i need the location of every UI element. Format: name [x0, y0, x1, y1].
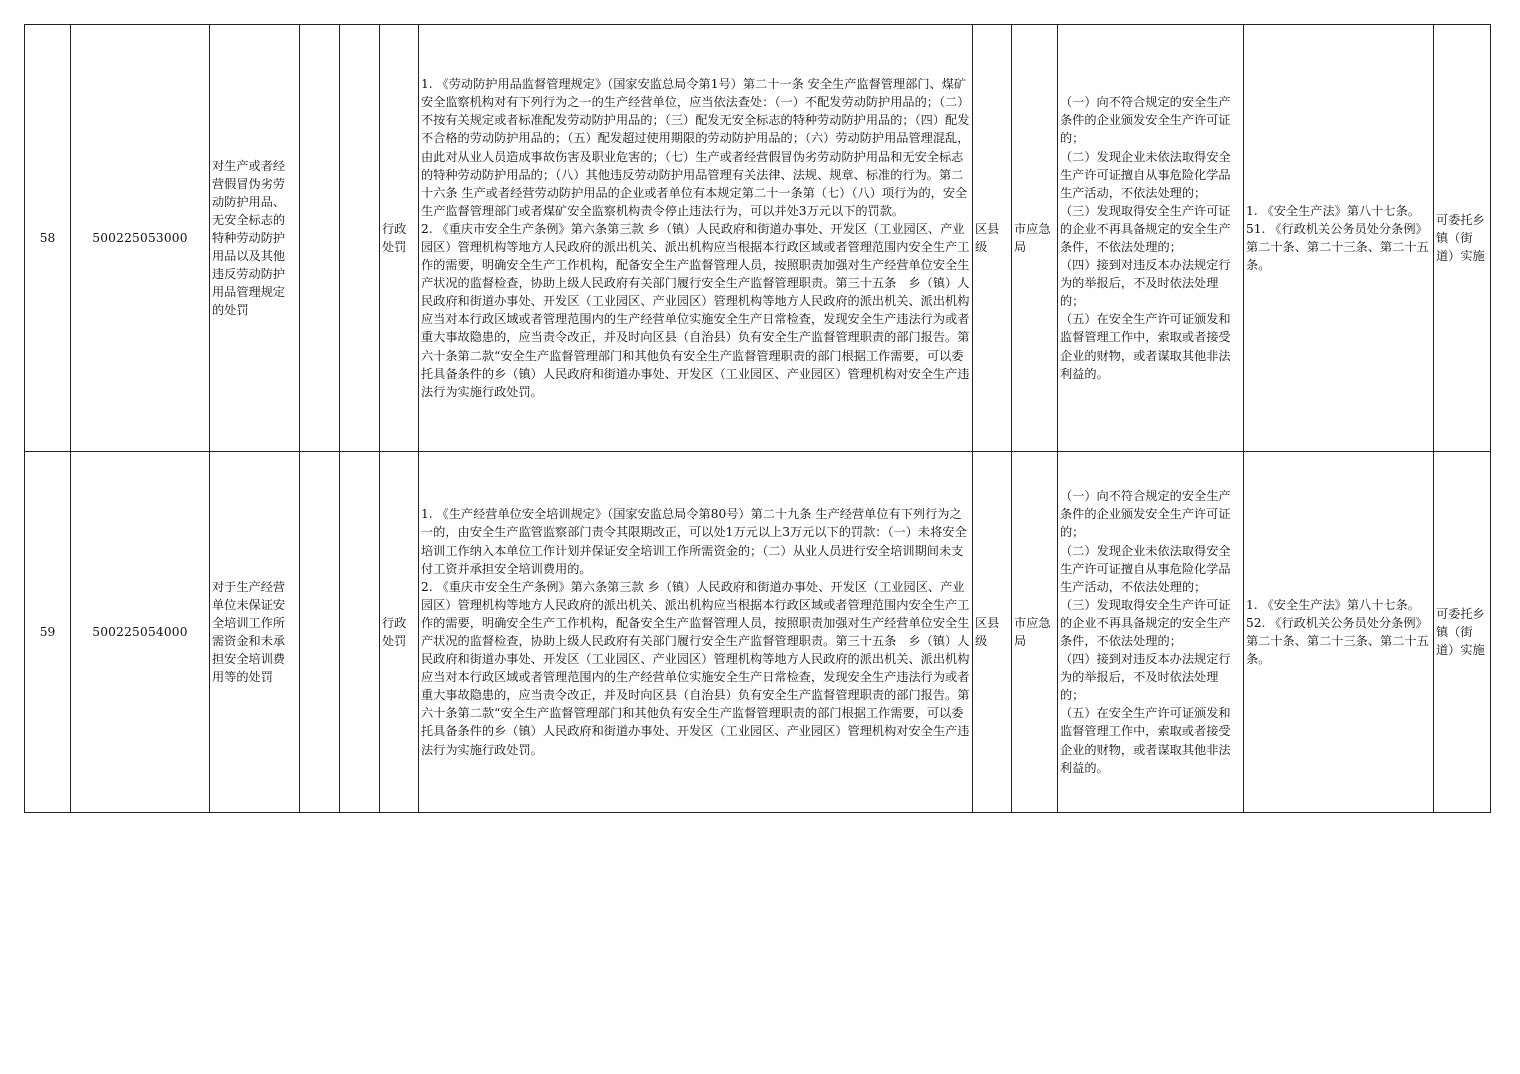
delegation-note: 可委托乡镇（街道）实施: [1434, 452, 1491, 813]
table-row: [25, 452, 1491, 813]
legal-basis: [419, 452, 973, 813]
empty-cell: [340, 452, 380, 813]
legal-basis: [419, 25, 973, 452]
accountability-basis: [1244, 452, 1434, 813]
row-number: 59: [25, 452, 71, 813]
item-code: 500225054000: [71, 452, 210, 813]
duty-item: （五）在安全生产许可证颁发和监督管理工作中，索取或者接受企业的财物，或者谋取其他非法利益的。: [1060, 312, 1231, 381]
item-name: 对生产或者经营假冒伪劣劳动防护用品、无安全标志的特种劳动防护用品以及其他违反劳动防护用品管理规定的处罚: [210, 25, 300, 452]
duty-item: （二）发现企业未依法取得安全生产许可证擅自从事危险化学品生产活动，不依法处理的；: [1060, 543, 1231, 594]
duty-item: （一）向不符合规定的安全生产条件的企业颁发安全生产许可证的；: [1060, 489, 1231, 540]
legal-basis-paragraph: 2. 《重庆市安全生产条例》第六条第三款 乡（镇）人民政府和街道办事处、开发区（工业园区、产业园区）管理机构等地方人民政府的派出机关、派出机构应当根据本行政区域或者管理范围内安全生产工作的需要，明确安全生产工作机构，配备安全生产监督管理人员，按照职责加强对生产经营单位安全生产状况的监督检查，协助上级人民政府有关部门履行安全生产监督管理职责。第三十五条 乡（镇）人民政府和街道办事处、开发区（工业园区、产业园区）管理机构等地方人民政府的派出机关、派出机构应当对本行政区域或者管理范围内的生产经营单位实施安全生产日常检查，发现安全生产违法行为或者重大事故隐患的，应当责令改正，并及时向区县（自治县）负有安全生产监督管理职责的部门报告。第六十条第二款“安全生产监督管理部门和其他负有安全生产监督管理职责的部门根据工作需要，可以委托具备条件的乡（镇）人民政府和街道办事处、开发区（工业园区、产业园区）管理机构对安全生产违法行为实施行政处罚。: [421, 221, 970, 399]
law-item: 52. 《行政机关公务员处分条例》第二十条、第二十三条、第二十五条。: [1246, 615, 1429, 667]
power-list-table: [24, 24, 1491, 813]
duty-item: （三）发现取得安全生产许可证的企业不再具备规定的安全生产条件，不依法处理的；: [1060, 203, 1231, 254]
empty-cell: [300, 452, 340, 813]
row-number: 58: [25, 25, 71, 452]
table-row: [25, 25, 1491, 452]
empty-cell: [300, 25, 340, 452]
responsible-dept: 市应急局: [1012, 452, 1058, 813]
item-type: 行政处罚: [380, 452, 419, 813]
empty-cell: [340, 25, 380, 452]
duty-item: （二）发现企业未依法取得安全生产许可证擅自从事危险化学品生产活动，不依法处理的；: [1060, 149, 1231, 200]
accountability-items: [1058, 452, 1244, 813]
duty-item: （五）在安全生产许可证颁发和监督管理工作中，索取或者接受企业的财物，或者谋取其他非法利益的。: [1060, 706, 1231, 775]
accountability-basis: [1244, 25, 1434, 452]
exercise-level: 区县级: [973, 452, 1012, 813]
item-code: 500225053000: [71, 25, 210, 452]
delegation-note: 可委托乡镇（街道）实施: [1434, 25, 1491, 452]
law-item: 1. 《安全生产法》第八十七条。: [1246, 597, 1420, 612]
duty-item: （一）向不符合规定的安全生产条件的企业颁发安全生产许可证的；: [1060, 95, 1231, 146]
item-type: 行政处罚: [380, 25, 419, 452]
responsible-dept: 市应急局: [1012, 25, 1058, 452]
duty-item: （四）接到对违反本办法规定行为的举报后，不及时依法处理的；: [1060, 652, 1231, 703]
exercise-level: 区县级: [973, 25, 1012, 452]
legal-basis-paragraph: 2. 《重庆市安全生产条例》第六条第三款 乡（镇）人民政府和街道办事处、开发区（工业园区、产业园区）管理机构等地方人民政府的派出机关、派出机构应当根据本行政区域或者管理范围内安全生产工作的需要，明确安全生产工作机构，配备安全生产监督管理人员，按照职责加强对生产经营单位安全生产状况的监督检查，协助上级人民政府有关部门履行安全生产监督管理职责。第三十五条 乡（镇）人民政府和街道办事处、开发区（工业园区、产业园区）管理机构等地方人民政府的派出机关、派出机构应当对本行政区域或者管理范围内的生产经营单位实施安全生产日常检查，发现安全生产违法行为或者重大事故隐患的，应当责令改正，并及时向区县（自治县）负有安全生产监督管理职责的部门报告。第六十条第二款“安全生产监督管理部门和其他负有安全生产监督管理职责的部门根据工作需要，可以委托具备条件的乡（镇）人民政府和街道办事处、开发区（工业园区、产业园区）管理机构对安全生产违法行为实施行政处罚。: [421, 579, 970, 757]
item-name: 对于生产经营单位未保证安全培训工作所需资金和未承担安全培训费用等的处罚: [210, 452, 300, 813]
law-item: 1. 《安全生产法》第八十七条。: [1246, 203, 1420, 218]
legal-basis-paragraph: 1. 《生产经营单位安全培训规定》（国家安监总局令第80号）第二十九条 生产经营单位有下列行为之一的，由安全生产监管监察部门责令其限期改正，可以处1万元以上3万元以下的罚款：（一）未将安全培训工作纳入本单位工作计划并保证安全培训工作所需资金的；（二）从业人员进行安全培训期间未支付工资并承担安全培训费用的。: [421, 507, 967, 576]
duty-item: （四）接到对违反本办法规定行为的举报后，不及时依法处理的；: [1060, 258, 1231, 309]
legal-basis-paragraph: 1. 《劳动防护用品监督管理规定》（国家安监总局令第1号）第二十一条 安全生产监督管理部门、煤矿安全监察机构对有下列行为之一的生产经营单位，应当依法查处：（一）不配发劳动防护用品的；（二）不按有关规定或者标准配发劳动防护用品的；（三）配发无安全标志的特种劳动防护用品的；（四）配发不合格的劳动防护用品的；（五）配发超过使用期限的劳动防护用品的；（六）劳动防护用品管理混乱，由此对从业人员造成事故伤害及职业危害的；（七）生产或者经营假冒伪劣劳动防护用品和无安全标志的特种劳动防护用品的；（八）其他违反劳动防护用品管理有关法律、法规、规章、标准的行为。第二十六条 生产或者经营劳动防护用品的企业或者单位有本规定第二十一条第（七）（八）项行为的，安全生产监督管理部门或者煤矿安全监察机构责令停止违法行为，可以并处3万元以下的罚款。: [421, 77, 970, 218]
accountability-items: [1058, 25, 1244, 452]
law-item: 51. 《行政机关公务员处分条例》第二十条、第二十三条、第二十五条。: [1246, 221, 1429, 273]
duty-item: （三）发现取得安全生产许可证的企业不再具备规定的安全生产条件，不依法处理的；: [1060, 597, 1231, 648]
